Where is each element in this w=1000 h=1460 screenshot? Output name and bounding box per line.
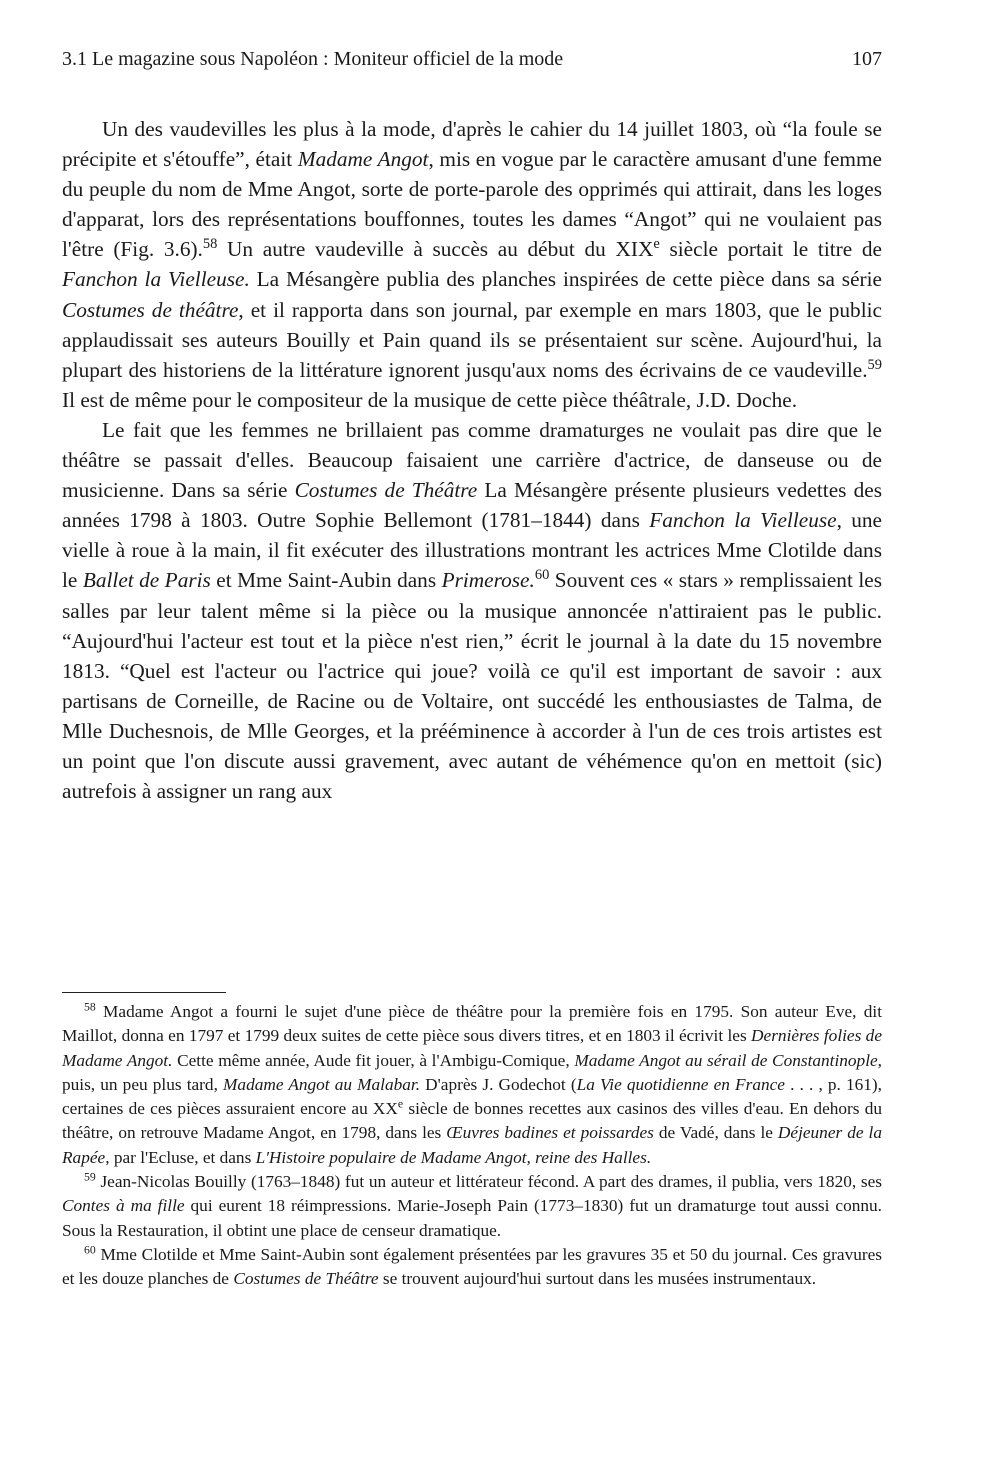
chapter-section-title: 3.1 Le magazine sous Napoléon : Moniteur officiel de la mode — [62, 48, 564, 70]
footnote-60: $^{60}$ Mme Clotilde et Mme Saint-Aubin sont également présentées par les gravures 35 et 50 du journal. Ces gravures et les douze planches de Costumes de Théâtre se trouvent aujourd'hui surtout dans les musées instrumentaux. — [62, 1243, 882, 1289]
footnote-ref-58[interactable]: 58 — [202, 236, 218, 253]
footnote-divider — [62, 992, 226, 993]
title-madame-angot: Madame Angot — [297, 147, 429, 172]
page-number: 107 — [852, 48, 882, 70]
running-header — [62, 44, 882, 74]
title-costumes-theatre: Costumes de Théâtre — [294, 478, 478, 503]
title-fanchon: Fanchon la Vielleuse. — [62, 267, 250, 292]
footnote-58: $^{58}$ Madame Angot a fourni le sujet d'une pièce de théâtre pour la première fois en 1795. Son auteur Eve, dit Maillot, donna en 1797 et 1799 deux suites de cette pièce sous divers titres, et en 1803 il écrivit les Dernières folies de Madame Angot. Cette même année, Aude fit jouer, à l'Ambigu-Comique, Madame Angot au sérail de Constantinople, puis, un peu plus tard, Madame Angot au Malabar. D'après J. Godechot (La Vie quotidienne en France . . . , p. 161), certaines de ces pièces assuraient encore au XXe siècle de bonnes recettes aux casinos des villes d'eau. En dehors du théâtre, on retrouve Madame Angot, en 1798, dans les Œuvres badines et poissardes de Vadé, dans le Déjeuner de la Rapée, par l'Ecluse, et dans L'Histoire populaire de Madame Angot, reine des Halles. — [62, 1000, 883, 1167]
century-superscript: e — [653, 236, 660, 253]
paragraph-vaudevilles: Un des vaudevilles les plus à la mode, d'après le cahier du 14 juillet 1803, où “la foule se précipite et s'étouffe”, était Madame Angot, mis en vogue par le caractère amusant d'une femme du peuple du nom de Mme Angot, sorte de porte-parole des opprimés qui attirait, dans les loges d'apparat, lors des représentations bouffonnes, toutes les dames “Angot” qui ne voulaient pas l'être (Fig. 3.6).$^{58}$ Un autre vaudeville à succès au début du XIXe siècle portait le titre de Fanchon la Vielleuse. La Mésangère publia des planches inspirées de cette pièce dans sa série Costumes de théâtre, et il rapporta dans son journal, par exemple en mars 1803, que le public applaudissait ses auteurs Bouilly et Pain quand ils se présentaient sur scène. Aujourd'hui, la plupart des historiens de la littérature ignorent jusqu'aux noms des écrivains de ce vaudeville.$^{59}$ Il est de même pour le compositeur de la musique de cette pièce théâtrale, J.D. Doche. — [62, 117, 883, 412]
title-primerose: Primerose. — [441, 568, 535, 593]
title-fanchon: Fanchon la Vielleuse — [649, 508, 837, 533]
footnote-ref-60[interactable]: 60 — [534, 567, 550, 584]
title-costumes-theatre: Costumes de théâtre — [62, 297, 239, 322]
footnote-number: 59 — [84, 1170, 96, 1184]
footnote-number: 60 — [84, 1243, 96, 1257]
footnotes — [62, 1000, 882, 1292]
footnote-59: $^{59}$ Jean-Nicolas Bouilly (1763–1848) fut un auteur et littérateur fécond. A part des drames, il publia, vers 1820, ses Contes à ma fille qui eurent 18 réimpressions. Marie-Joseph Pain (1773–1830) fut un dramaturge tout aussi connu. Sous la Restauration, il obtint une place de censeur dramatique. — [62, 1170, 882, 1240]
title-ballet-de-paris: Ballet de Paris — [82, 568, 211, 593]
footnote-number: 58 — [84, 1000, 96, 1014]
paragraph-actrices: Le fait que les femmes ne brillaient pas comme dramaturges ne voulait pas dire que le théâtre se passait d'elles. Beaucoup faisaient une carrière d'actrice, de danseuse ou de musicienne. Dans sa série Costumes de Théâtre La Mésangère présente plusieurs vedettes des années 1798 à 1803. Outre Sophie Bellemont (1781–1844) dans Fanchon la Vielleuse, une vielle à roue à la main, il fit exécuter des illustrations montrant les actrices Mme Clotilde dans le Ballet de Paris et Mme Saint-Aubin dans Primerose.$^{60}$ Souvent ces « stars » remplissaient les salles par leur talent même si la pièce ou la musique annoncée n'attiraient pas le public. “Aujourd'hui l'acteur est tout et la pièce n'est rien,” écrit le journal à la date du 15 novembre 1813. “Quel est l'acteur ou l'actrice qui joue? voilà ce qu'il est important de savoir : aux partisans de Corneille, de Racine ou de Voltaire, ont succédé les enthousiastes de Talma, de Mlle Duchesnois, de Mlle Georges, et la prééminence à accorder à l'un de ces trois artistes est un point que l'on discute aussi gravement, avec autant de véhémence qu'on en mettoit (sic) autrefois à assigner un rang aux — [62, 417, 882, 804]
footnote-ref-59[interactable]: 59 — [867, 356, 882, 373]
main-text — [62, 114, 882, 806]
century-superscript: e — [397, 1097, 404, 1111]
